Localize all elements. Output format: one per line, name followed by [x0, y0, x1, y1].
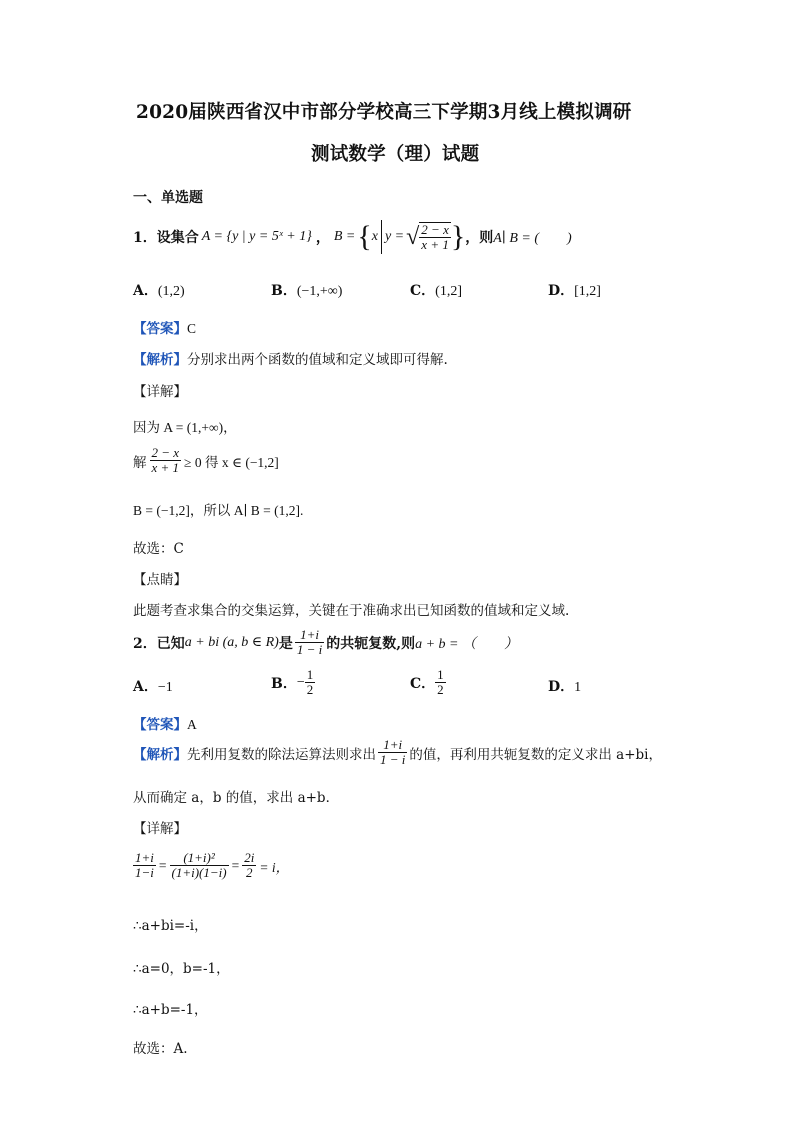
- q1-step-2-numerator: 2 − x: [151, 445, 180, 460]
- page-title-line-1: 2020届陕西省汉中市部分学校高三下学期3月线上模拟调研: [136, 102, 632, 123]
- question-2-numerator: 1+i: [295, 628, 324, 643]
- q1-step-2-post: ≥ 0 得 x ∈ (−1,2]: [184, 454, 279, 470]
- section-heading: 一、单选题: [133, 190, 203, 206]
- q2-analysis-fraction: [378, 738, 407, 768]
- q2-option-d-value: 1: [574, 680, 582, 695]
- q1-analysis: [133, 348, 448, 368]
- question-1-stem: 1． 设集合 A = {y | y = 5ˣ + 1} ， B = { x y = √ $\frac{2 - x}{x + 1}$ } ，则 A∣ B = ( ): [133, 220, 572, 253]
- set-b-variable: x: [371, 229, 378, 244]
- question-2-mid: 的共轭复数,则: [326, 635, 416, 652]
- q2-analysis-label: 【解析】: [133, 746, 187, 763]
- set-b-denominator: x + 1: [421, 237, 449, 252]
- q2-answer: [133, 713, 197, 733]
- q2-choose: 故选：A.: [133, 1041, 188, 1057]
- q2-option-b-letter: B．: [271, 675, 297, 692]
- q1-detail-label: 【详解】: [133, 384, 187, 400]
- q1-step-2-fraction: [150, 446, 182, 476]
- q2-option-c-numerator: 1: [437, 667, 444, 682]
- q1-step-2-pre: 解: [133, 454, 147, 471]
- q2-eq-tail: = i，: [259, 859, 290, 875]
- q2-answer-label: 【答案】: [133, 717, 187, 733]
- q1-step-2-denominator: x + 1: [151, 460, 180, 476]
- q1-analysis-text: 分别求出两个函数的值域和定义域即可得解.: [187, 352, 448, 368]
- q1-option-d-value: [1,2]: [574, 284, 601, 299]
- set-b-y: y =: [384, 229, 405, 244]
- q2-option-b-numerator: 1: [306, 667, 314, 682]
- q1-option-c-letter: C．: [410, 283, 436, 299]
- question-1-tail: ，则: [465, 230, 494, 246]
- q2-eq-middle-numerator: (1+i)²: [170, 851, 229, 866]
- q2-equation: $\frac{1+i}{1-i}$ = $\frac{\text{(1+i)²}}{(1+i)(1-i)}$ = $\frac{2i}{2}$ = i，: [135, 850, 290, 881]
- q1-option-b-letter: B．: [271, 283, 297, 299]
- q2-step-2: ∴a=0，b=-1，: [133, 961, 230, 977]
- question-2-lead: 已知: [156, 635, 185, 652]
- set-a-definition: A = {y | y = 5ˣ + 1}: [201, 229, 312, 244]
- q1-answer: [133, 317, 196, 337]
- q1-answer-value: C: [187, 321, 197, 336]
- q2-step-1: ∴a+bi=-i，: [133, 918, 208, 934]
- q2-analysis-denominator: 1 − i: [380, 752, 406, 768]
- question-1-ask: A∣ B = ( ): [493, 231, 572, 246]
- q2-eq-left-numerator: 1+i: [135, 850, 154, 865]
- q2-analysis-numerator: 1+i: [378, 738, 407, 753]
- q1-option-b-value: (−1,+∞): [296, 284, 343, 299]
- q2-analysis: [133, 738, 662, 768]
- q1-step-2: [133, 446, 279, 476]
- q2-step-3: ∴a+b=-1，: [133, 1002, 208, 1018]
- q2-option-a: [133, 676, 173, 696]
- q2-option-d-letter: D．: [548, 679, 575, 695]
- q2-eq-left: [133, 851, 156, 881]
- question-1-lead: 设集合: [156, 230, 199, 246]
- q2-eq-middle: [170, 851, 229, 881]
- q1-option-d-letter: D．: [548, 283, 575, 299]
- question-1-number: 1．: [133, 230, 157, 246]
- q1-option-d: [548, 280, 601, 300]
- q1-comment-text: 此题考查求集合的交集运算，关键在于准确求出已知函数的值域和定义域.: [133, 603, 570, 619]
- q2-eq-left-denominator: 1−i: [135, 865, 154, 881]
- q2-option-a-value: −1: [157, 680, 173, 695]
- page-title-line-2: 测试数学（理）试题: [311, 144, 480, 165]
- q1-option-c: [410, 280, 462, 300]
- q2-option-c-denominator: 2: [437, 682, 444, 698]
- set-b-fraction: [419, 222, 451, 253]
- q2-eq-right-numerator: 2i: [244, 850, 255, 865]
- question-2-is: 是: [278, 635, 293, 652]
- q2-option-a-letter: A．: [133, 679, 158, 695]
- q2-option-d: [548, 676, 581, 696]
- q2-detail-label: 【详解】: [133, 821, 187, 837]
- set-b-prefix: B =: [333, 229, 356, 244]
- q1-choose: 故选：C: [133, 541, 184, 557]
- q2-option-b-fraction: [305, 668, 316, 698]
- q2-eq-right: [242, 851, 256, 881]
- q2-eq-right-denominator: 2: [246, 865, 253, 881]
- q1-answer-label: 【答案】: [133, 321, 187, 337]
- q1-option-a-letter: A．: [133, 283, 158, 299]
- q2-option-c-letter: C．: [410, 675, 436, 692]
- q2-option-c: [410, 668, 446, 698]
- set-b-numerator: 2 − x: [421, 221, 449, 237]
- q2-analysis-pre: 先利用复数的除法运算法则求出: [187, 746, 376, 763]
- q2-option-b: [271, 668, 315, 698]
- question-2-denominator: 1 − i: [296, 642, 323, 658]
- q1-step-3: B = (−1,2]，所以 A∣ B = (1,2].: [133, 503, 304, 518]
- q2-option-c-fraction: [435, 668, 446, 698]
- q2-option-b-sign: −: [296, 674, 305, 690]
- q2-analysis-post: 的值，再利用共轭复数的定义求出 a+bi，: [409, 746, 663, 763]
- q2-answer-value: A: [187, 717, 197, 732]
- q1-option-c-value: (1,2]: [435, 284, 462, 299]
- q1-comment-label: 【点睛】: [133, 572, 187, 588]
- q1-step-1: 因为 A = (1,+∞)，: [133, 420, 237, 435]
- q1-analysis-label: 【解析】: [133, 352, 187, 368]
- q1-option-a-value: (1,2): [157, 284, 185, 299]
- q2-eq-middle-denominator: (1+i)(1−i): [171, 865, 227, 881]
- q1-option-a: [133, 280, 185, 300]
- q2-option-b-denominator: 2: [306, 682, 314, 698]
- question-2-fraction: [295, 628, 324, 658]
- question-2-expr: a + bi (a, b ∈ R): [184, 635, 279, 651]
- question-2-number: 2．: [133, 635, 157, 652]
- question-2-ask: a + b = （ ）: [415, 636, 518, 652]
- q1-option-b: [271, 280, 342, 300]
- q2-analysis-line-2: 从而确定 a，b 的值，求出 a+b．: [133, 790, 340, 806]
- question-2-stem: [133, 628, 518, 658]
